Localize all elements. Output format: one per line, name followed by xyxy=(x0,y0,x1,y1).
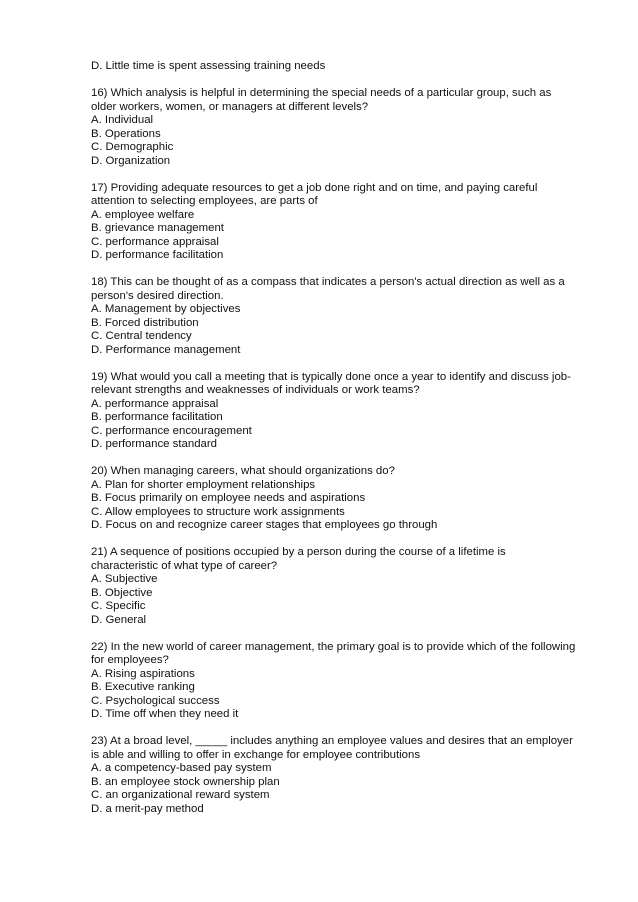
answer-option: C. Allow employees to structure work assignments xyxy=(91,505,345,518)
paragraph-gap xyxy=(91,452,611,466)
previous-answer-option: D. Little time is spent assessing training needs xyxy=(91,60,326,72)
answer-option: C. Demographic xyxy=(91,141,174,153)
question-stem-line: 23) At a broad level, _____ includes anything an employee values and desires that an employer xyxy=(91,735,573,747)
answer-option: B. Executive ranking xyxy=(91,681,195,693)
answer-option: C. an organizational reward system xyxy=(91,789,270,801)
question-stem-line: is able and willing to offer in exchange for employee contributions xyxy=(91,748,421,761)
paragraph-gap xyxy=(91,722,611,736)
question-block xyxy=(91,87,611,168)
answer-option: C. Psychological success xyxy=(91,694,220,707)
question-stem-line: older workers, women, or managers at different levels? xyxy=(91,100,369,113)
question-stem-line: 18) This can be thought of as a compass that indicates a person's actual direction as well as a xyxy=(91,276,565,288)
answer-option: A. Management by objectives xyxy=(91,303,241,315)
answer-option: D. Organization xyxy=(91,154,171,167)
answer-option: C. performance encouragement xyxy=(91,424,252,437)
answer-option: D. Time off when they need it xyxy=(91,708,239,720)
question-block xyxy=(91,641,611,722)
question-stem-line: person's desired direction. xyxy=(91,289,224,302)
question-block xyxy=(91,276,611,357)
question-stem-line: for employees? xyxy=(91,654,169,666)
answer-option: A. a competency-based pay system xyxy=(91,762,272,774)
document-page xyxy=(91,60,611,816)
answer-option: B. grievance management xyxy=(91,222,224,234)
answer-option: D. Focus on and recognize career stages that employees go through xyxy=(91,519,438,531)
question-stem-line: relevant strengths and weaknesses of individuals or work teams? xyxy=(91,384,420,396)
question-stem-line: 22) In the new world of career management, the primary goal is to provide which of the following xyxy=(91,640,576,653)
paragraph-gap xyxy=(91,263,611,277)
paragraph-gap xyxy=(91,74,611,88)
question-stem-line: 21) A sequence of positions occupied by a person during the course of a lifetime is xyxy=(91,546,506,558)
question-block xyxy=(91,546,611,627)
question-list xyxy=(91,87,611,816)
question-stem-line: attention to selecting employees, are parts of xyxy=(91,195,318,207)
answer-option: C. Specific xyxy=(91,600,146,612)
answer-option: B. an employee stock ownership plan xyxy=(91,775,280,788)
paragraph-gap xyxy=(91,357,611,371)
answer-option: C. Central tendency xyxy=(91,330,192,342)
answer-option: D. General xyxy=(91,613,147,626)
question-block xyxy=(91,182,611,263)
answer-option: D. performance facilitation xyxy=(91,249,224,261)
answer-option: A. employee welfare xyxy=(91,208,195,221)
answer-option: A. Rising aspirations xyxy=(91,667,195,680)
paragraph-gap xyxy=(91,627,611,641)
answer-option: D. performance standard xyxy=(91,438,217,450)
answer-option: A. performance appraisal xyxy=(91,397,219,410)
answer-option: B. Focus primarily on employee needs and aspirations xyxy=(91,492,366,504)
answer-option: B. Forced distribution xyxy=(91,316,199,329)
question-block xyxy=(91,371,611,452)
paragraph-gap xyxy=(91,168,611,182)
question-stem-line: characteristic of what type of career? xyxy=(91,559,278,572)
question-stem-line: 17) Providing adequate resources to get a job done right and on time, and paying careful xyxy=(91,181,538,194)
question-stem-line: 20) When managing careers, what should organizations do? xyxy=(91,465,395,477)
paragraph-gap xyxy=(91,533,611,547)
answer-option: C. performance appraisal xyxy=(91,235,219,248)
answer-option: B. Objective xyxy=(91,586,153,599)
answer-option: D. Performance management xyxy=(91,343,241,356)
answer-option: A. Individual xyxy=(91,114,154,126)
answer-option: A. Subjective xyxy=(91,573,158,585)
question-block xyxy=(91,735,611,816)
question-stem-line: 19) What would you call a meeting that is typically done once a year to identify and discuss job- xyxy=(91,370,571,383)
answer-option: A. Plan for shorter employment relationships xyxy=(91,478,316,491)
answer-option: B. performance facilitation xyxy=(91,411,223,423)
question-block xyxy=(91,465,611,533)
question-stem-line: 16) Which analysis is helpful in determining the special needs of a particular group, such as xyxy=(91,87,552,99)
answer-option: B. Operations xyxy=(91,127,161,140)
answer-option: D. a merit-pay method xyxy=(91,802,204,815)
